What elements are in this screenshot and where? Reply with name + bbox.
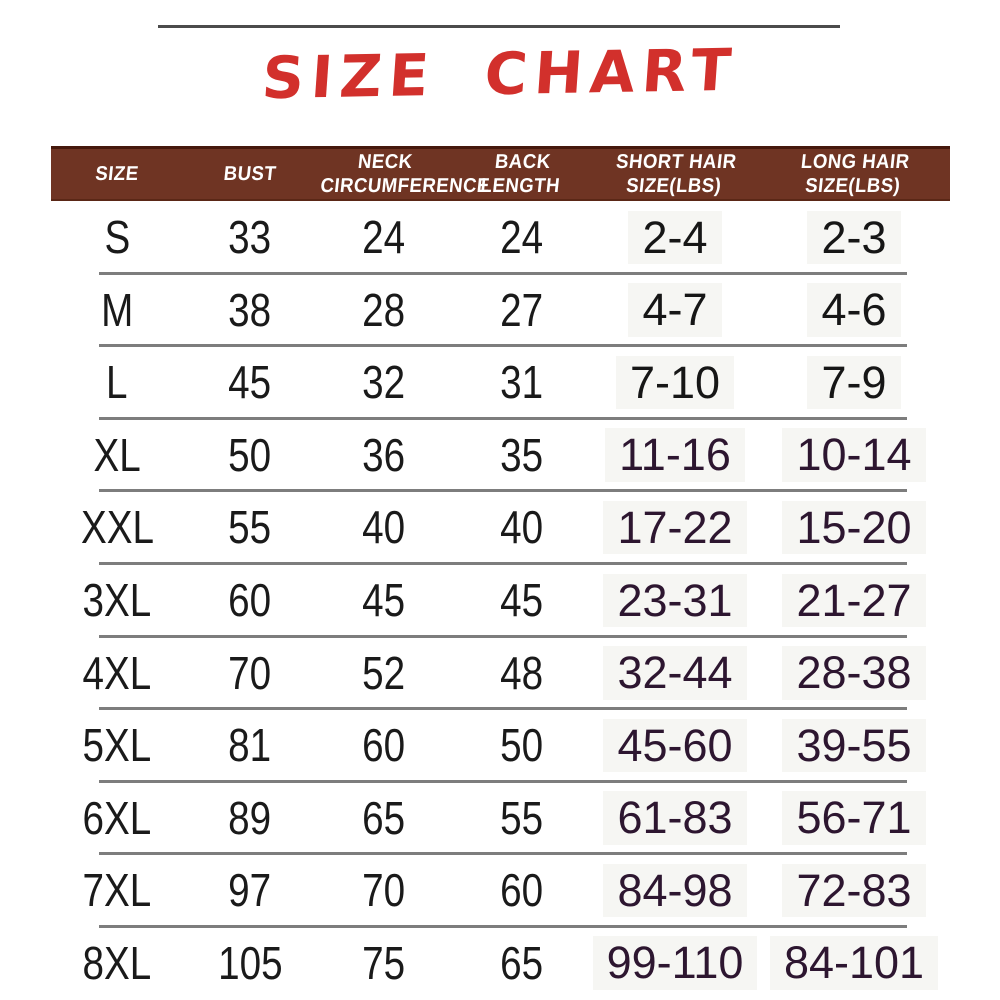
- value-neck: 65: [362, 791, 406, 844]
- cell-short_hair-s: [592, 211, 758, 265]
- value-neck: 24: [362, 211, 406, 263]
- table-row-s: [51, 201, 950, 274]
- value-short_hair: 23-31: [603, 574, 746, 628]
- table-row-xl: [51, 419, 950, 492]
- value-size: 3XL: [82, 573, 152, 626]
- cell-size-5xl: [51, 720, 183, 771]
- cell-short_hair-m: [592, 283, 758, 337]
- value-neck: 36: [362, 428, 406, 481]
- value-bust: 89: [228, 791, 272, 844]
- cell-long_hair-4xl: [758, 646, 950, 700]
- column-header-size: SIZE: [94, 162, 140, 185]
- cell-neck-s: [317, 212, 451, 263]
- value-long_hair: 39-55: [782, 719, 925, 773]
- value-bust: 97: [228, 864, 272, 917]
- cell-short_hair-5xl: [592, 719, 758, 773]
- table-row-3xl: [51, 564, 950, 637]
- cell-long_hair-l: [758, 356, 950, 410]
- value-neck: 75: [362, 936, 406, 989]
- table-row-l: [51, 346, 950, 419]
- value-back: 45: [500, 573, 543, 626]
- cell-back-5xl: [451, 720, 592, 771]
- table-header-row: [51, 146, 950, 201]
- value-back: 35: [500, 428, 543, 481]
- value-long_hair: 10-14: [782, 428, 925, 482]
- cell-back-l: [451, 357, 592, 408]
- cell-back-s: [451, 212, 592, 263]
- cell-long_hair-xxl: [758, 501, 950, 555]
- cell-back-xl: [451, 430, 592, 481]
- value-size: XXL: [80, 501, 154, 554]
- cell-size-7xl: [51, 865, 183, 916]
- value-back: 50: [500, 719, 543, 772]
- table-body: [51, 201, 950, 1000]
- table-row-m: [51, 274, 950, 347]
- top-divider-line: [158, 25, 840, 28]
- value-size: 8XL: [82, 936, 152, 989]
- cell-long_hair-8xl: [758, 936, 950, 990]
- value-short_hair: 7-10: [616, 356, 734, 410]
- cell-neck-6xl: [317, 793, 451, 844]
- value-short_hair: 32-44: [603, 646, 746, 700]
- value-bust: 81: [228, 719, 272, 772]
- column-header-neck: NECK CIRCUMFERENCE: [319, 150, 491, 197]
- cell-neck-7xl: [317, 865, 451, 916]
- value-long_hair: 2-3: [807, 211, 900, 265]
- cell-bust-3xl: [183, 575, 317, 626]
- value-long_hair: 15-20: [782, 501, 925, 555]
- cell-short_hair-3xl: [592, 574, 758, 628]
- table-row-xxl: [51, 491, 950, 564]
- cell-size-3xl: [51, 575, 183, 626]
- page-title: SIZE CHART: [259, 35, 741, 113]
- column-header-short_hair: SHORT HAIR SIZE(LBS): [614, 150, 738, 197]
- cell-neck-5xl: [317, 720, 451, 771]
- cell-long_hair-6xl: [758, 791, 950, 845]
- value-long_hair: 28-38: [782, 646, 925, 700]
- cell-neck-8xl: [317, 938, 451, 989]
- cell-size-8xl: [51, 938, 183, 989]
- value-back: 65: [500, 936, 543, 989]
- value-long_hair: 56-71: [782, 791, 925, 845]
- cell-long_hair-xl: [758, 428, 950, 482]
- cell-neck-4xl: [317, 648, 451, 699]
- cell-bust-7xl: [183, 865, 317, 916]
- value-neck: 32: [362, 356, 406, 409]
- value-size: 6XL: [82, 791, 152, 844]
- cell-long_hair-s: [758, 211, 950, 265]
- cell-bust-8xl: [183, 938, 317, 989]
- table-row-7xl: [51, 854, 950, 927]
- value-short_hair: 99-110: [593, 936, 758, 990]
- cell-bust-5xl: [183, 720, 317, 771]
- value-bust: 38: [228, 283, 272, 336]
- value-back: 24: [500, 211, 543, 263]
- cell-long_hair-5xl: [758, 719, 950, 773]
- cell-bust-m: [183, 285, 317, 336]
- value-short_hair: 84-98: [603, 864, 746, 918]
- value-bust: 55: [228, 501, 272, 554]
- value-short_hair: 11-16: [605, 428, 745, 482]
- column-header-long_hair: LONG HAIR SIZE(LBS): [799, 150, 911, 197]
- value-size: L: [106, 356, 128, 409]
- value-bust: 60: [228, 573, 272, 626]
- cell-size-m: [51, 285, 183, 336]
- cell-size-l: [51, 357, 183, 408]
- cell-neck-xxl: [317, 502, 451, 553]
- value-short_hair: 45-60: [603, 719, 746, 773]
- column-header-bust: BUST: [222, 162, 278, 185]
- value-back: 55: [500, 791, 543, 844]
- cell-back-m: [451, 285, 592, 336]
- cell-back-7xl: [451, 865, 592, 916]
- cell-back-3xl: [451, 575, 592, 626]
- value-short_hair: 4-7: [628, 283, 721, 337]
- value-back: 31: [500, 356, 543, 409]
- value-long_hair: 21-27: [782, 574, 925, 628]
- cell-neck-3xl: [317, 575, 451, 626]
- table-row-6xl: [51, 782, 950, 855]
- value-back: 40: [500, 501, 543, 554]
- cell-size-4xl: [51, 648, 183, 699]
- value-size: 5XL: [82, 719, 152, 772]
- value-bust: 50: [228, 428, 272, 481]
- value-neck: 70: [362, 864, 406, 917]
- table-row-8xl: [51, 927, 950, 1000]
- cell-short_hair-8xl: [592, 936, 758, 990]
- cell-size-s: [51, 212, 183, 263]
- value-bust: 33: [228, 211, 272, 263]
- cell-bust-xl: [183, 430, 317, 481]
- value-neck: 45: [362, 573, 406, 626]
- cell-back-xxl: [451, 502, 592, 553]
- column-header-back: BACK LENGTH: [479, 150, 562, 197]
- value-neck: 28: [362, 283, 406, 336]
- cell-long_hair-m: [758, 283, 950, 337]
- cell-bust-4xl: [183, 648, 317, 699]
- cell-neck-m: [317, 285, 451, 336]
- value-long_hair: 84-101: [770, 936, 938, 990]
- cell-neck-xl: [317, 430, 451, 481]
- value-size: XL: [93, 428, 141, 481]
- cell-short_hair-4xl: [592, 646, 758, 700]
- value-long_hair: 7-9: [807, 356, 900, 410]
- cell-long_hair-3xl: [758, 574, 950, 628]
- value-neck: 60: [362, 719, 406, 772]
- cell-back-8xl: [451, 938, 592, 989]
- cell-short_hair-6xl: [592, 791, 758, 845]
- cell-bust-s: [183, 212, 317, 263]
- value-back: 27: [500, 283, 543, 336]
- cell-back-6xl: [451, 793, 592, 844]
- value-bust: 45: [228, 356, 272, 409]
- cell-neck-l: [317, 357, 451, 408]
- value-long_hair: 4-6: [807, 283, 900, 337]
- value-size: M: [100, 283, 134, 336]
- cell-back-4xl: [451, 648, 592, 699]
- value-short_hair: 17-22: [603, 501, 746, 555]
- table-row-4xl: [51, 637, 950, 710]
- cell-size-xl: [51, 430, 183, 481]
- cell-size-xxl: [51, 502, 183, 553]
- cell-short_hair-7xl: [592, 864, 758, 918]
- value-long_hair: 72-83: [782, 864, 925, 918]
- value-bust: 105: [217, 936, 283, 989]
- cell-bust-l: [183, 357, 317, 408]
- cell-long_hair-7xl: [758, 864, 950, 918]
- value-neck: 52: [362, 646, 406, 699]
- value-back: 48: [500, 646, 543, 699]
- value-neck: 40: [362, 501, 406, 554]
- value-size: 4XL: [82, 646, 152, 699]
- table-row-5xl: [51, 709, 950, 782]
- cell-short_hair-xl: [592, 428, 758, 482]
- value-short_hair: 61-83: [603, 791, 746, 845]
- cell-short_hair-xxl: [592, 501, 758, 555]
- value-size: 7XL: [82, 864, 152, 917]
- cell-short_hair-l: [592, 356, 758, 410]
- cell-size-6xl: [51, 793, 183, 844]
- value-back: 60: [500, 864, 543, 917]
- size-chart-table: [51, 146, 950, 1000]
- value-bust: 70: [228, 646, 272, 699]
- cell-bust-6xl: [183, 793, 317, 844]
- value-size: S: [104, 211, 130, 263]
- value-short_hair: 2-4: [628, 211, 721, 265]
- cell-bust-xxl: [183, 502, 317, 553]
